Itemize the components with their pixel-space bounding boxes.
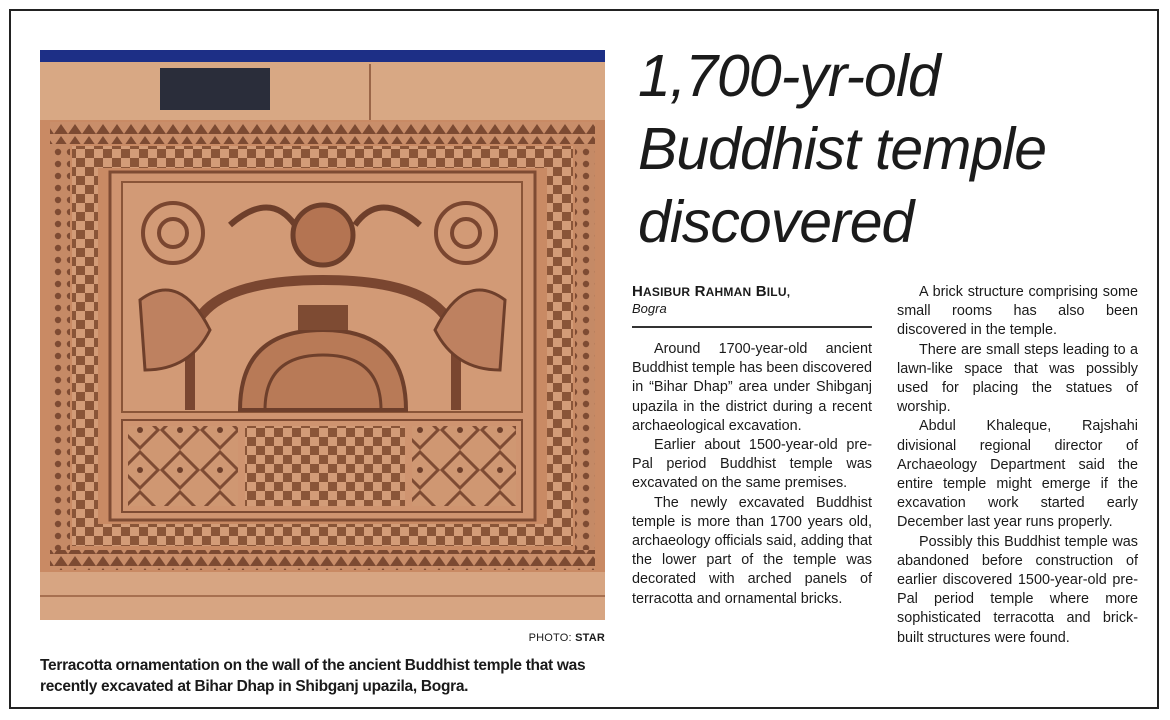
article-paragraph: A brick structure comprising some small rooms has also been discovered in the temple. [897,284,1138,339]
author-initial-3: B [755,283,767,300]
article-paragraph: There are small steps leading to a lawn-like space that was possibly used for placing the statues of worship. [897,341,1138,416]
author-initial-1: H [632,283,644,300]
author-mid-rest: AHMAN [705,285,752,299]
photo-credit-prefix: PHOTO: [528,632,576,644]
article-column-2 [897,283,1138,648]
article-column-1 [632,340,872,609]
article-paragraph: Possibly this Buddhist temple was abandoned before construction of earlier discovered 1500-year-old pre-Pal period temple where more sophisticated terracotta and brick-built structures were found. [897,533,1138,646]
article-paragraph: Abdul Khaleque, Rajshahi divisional regional director of Archaeology Department said the entire temple might emerge if the excavation work started early December last year runs properly. [897,418,1138,531]
byline [632,283,872,316]
byline-place: Bogra [632,301,667,316]
article-paragraph: Earlier about 1500-year-old pre-Pal period Buddhist temple was excavated on the same premises. [632,437,872,492]
headline [638,40,1148,259]
photo-caption: Terracotta ornamentation on the wall of the ancient Buddhist temple that was recently excavated at Bihar Dhap in Shibganj upazila, Bogra. [40,657,586,695]
headline-line-1: 1,700-yr-old [638,43,940,109]
byline-author [632,283,872,300]
article-paragraph: Around 1700-year-old ancient Buddhist temple has been discovered in “Bihar Dhap” area under Shibganj upazila in the district during a recent archaeological excavation. [632,341,872,434]
headline-line-3: discovered [638,189,914,255]
photo-credit [440,632,605,644]
terracotta-panel-image [40,50,605,620]
author-first-rest: ASIBUR [643,285,691,299]
photo-credit-source: STAR [575,632,605,644]
author-initial-2: R [694,283,706,300]
article-paragraph: The newly excavated Buddhist temple is more than 1700 years old, archaeology officials said, adding that the lower part of the temple was decorated with arched panels of terracotta and ornamental bricks. [632,494,872,607]
terracotta-photo [40,50,605,620]
author-last-rest: ILU, [766,285,791,299]
byline-rule [632,326,872,328]
headline-line-2: Buddhist temple [638,116,1047,182]
